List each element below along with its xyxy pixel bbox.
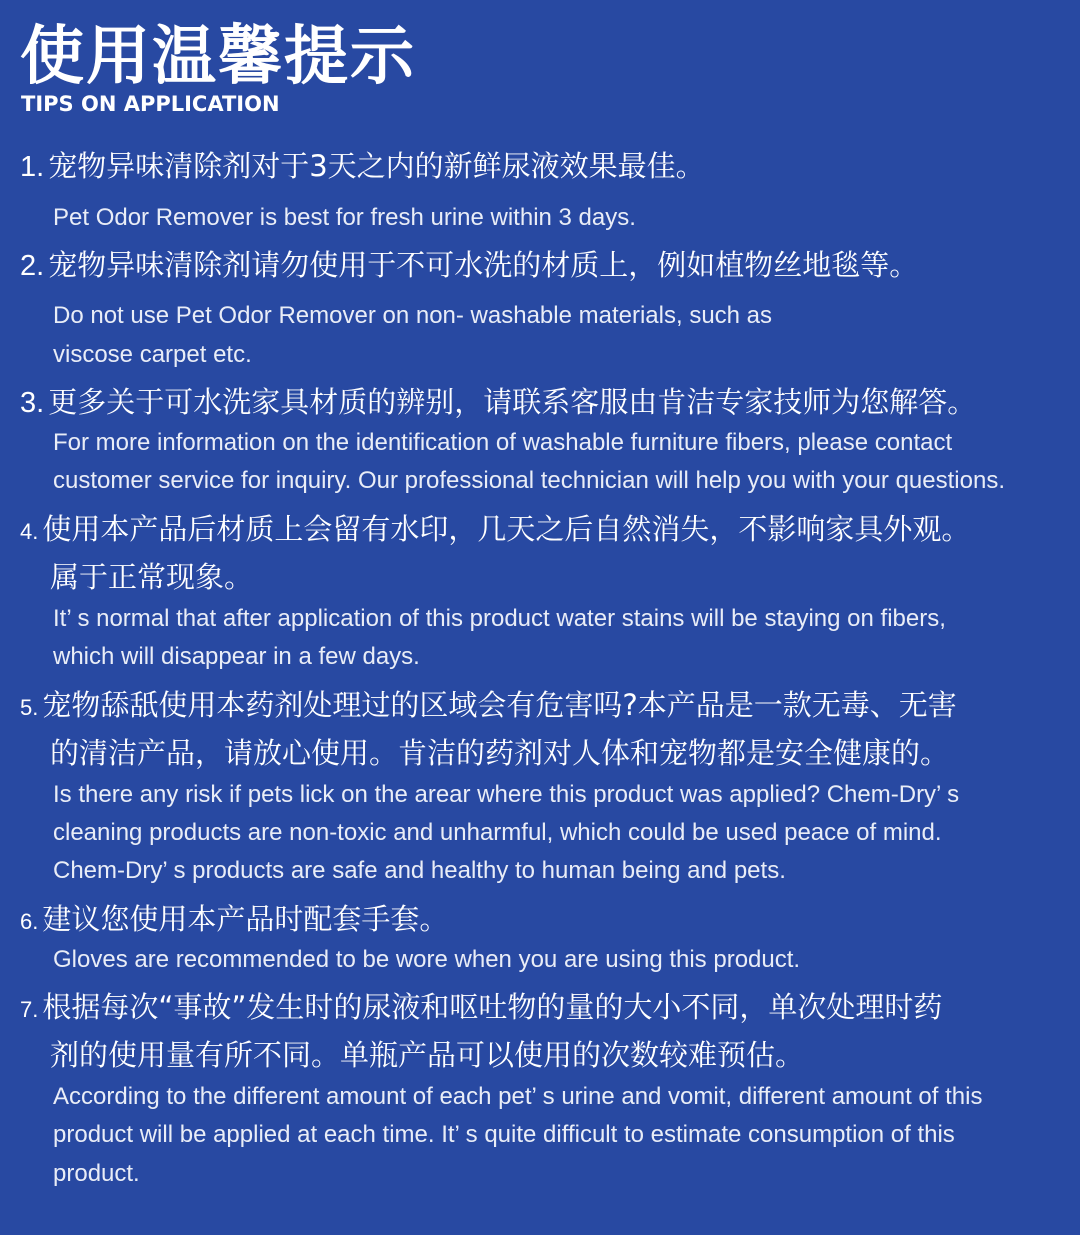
tip-zh-text: 宠物舔舐使用本药剂处理过的区域会有危害吗?本产品是一款无毒、无害 xyxy=(42,688,957,722)
tip-zh-line xyxy=(20,378,976,427)
tip-zh-line xyxy=(20,241,918,290)
tip-number: 2. xyxy=(20,250,45,282)
tip-number: 6. xyxy=(20,909,39,934)
tip-number: 4. xyxy=(20,519,39,544)
tip-en-line: Do not use Pet Odor Remover on non- washable materials, such as xyxy=(53,302,773,329)
tip-en-line: Is there any risk if pets lick on the arear where this product was applied? Chem-Dry’ s xyxy=(53,781,960,808)
tip-zh-text: 剂的使用量有所不同。单瓶产品可以使用的次数较难预估。 xyxy=(50,1038,805,1072)
tip-en-line: It’ s normal that after application of this product water stains will be staying on fibers, xyxy=(53,605,946,632)
tip-zh-text: 宠物异味清除剂请勿使用于不可水洗的材质上，例如植物丝地毯等。 xyxy=(48,248,919,282)
tip-en-line: product. xyxy=(53,1160,140,1187)
tip-zh-line xyxy=(20,983,942,1034)
page-subtitle: TIPS ON APPLICATION xyxy=(21,92,280,116)
tip-zh-text: 更多关于可水洗家具材质的辨别，请联系客服由肯洁专家技师为您解答。 xyxy=(48,385,977,419)
tip-en-line: which will disappear in a few days. xyxy=(53,643,420,670)
tip-number: 5. xyxy=(20,695,39,720)
tip-number: 1. xyxy=(20,151,45,183)
tip-zh-text: 的清洁产品，请放心使用。肯洁的药剂对人体和宠物都是安全健康的。 xyxy=(50,736,950,770)
tip-en-line: cleaning products are non-toxic and unharmful, which could be used peace of mind. xyxy=(53,819,942,846)
tip-zh-line xyxy=(20,895,448,946)
tip-en-line: customer service for inquiry. Our professional technician will help you with your questions. xyxy=(53,467,1005,494)
tip-zh-text: 建议您使用本产品时配套手套。 xyxy=(42,902,449,936)
tip-zh-text: 使用本产品后材质上会留有水印，几天之后自然消失，不影响家具外观。 xyxy=(42,512,971,546)
tip-zh-text: 属于正常现象。 xyxy=(50,560,254,594)
page-title: 使用温馨提示 xyxy=(20,20,416,94)
tip-zh-line xyxy=(20,505,970,556)
tip-number: 3. xyxy=(20,387,45,419)
tip-en-line: viscose carpet etc. xyxy=(53,341,252,368)
tip-zh-line xyxy=(20,681,957,732)
tip-en-line: Gloves are recommended to be wore when you are using this product. xyxy=(53,946,801,973)
tip-en-line: Pet Odor Remover is best for fresh urine within 3 days. xyxy=(53,204,636,231)
tip-zh-text: 根据每次“事故”发生时的尿液和呕吐物的量的大小不同，单次处理时药 xyxy=(42,990,943,1024)
tip-en-line: For more information on the identification of washable furniture fibers, please contact xyxy=(53,429,953,456)
tip-number: 7. xyxy=(20,997,39,1022)
tip-en-line: According to the different amount of each pet’ s urine and vomit, different amount of this xyxy=(53,1083,983,1110)
tip-zh-text: 宠物异味清除剂对于3天之内的新鲜尿液效果最佳。 xyxy=(48,149,705,183)
tip-zh-line xyxy=(20,142,705,191)
tip-en-line: Chem-Dry’ s products are safe and healthy to human being and pets. xyxy=(53,857,786,884)
tip-en-line: product will be applied at each time. It’ s quite difficult to estimate consumption of this xyxy=(53,1121,955,1148)
